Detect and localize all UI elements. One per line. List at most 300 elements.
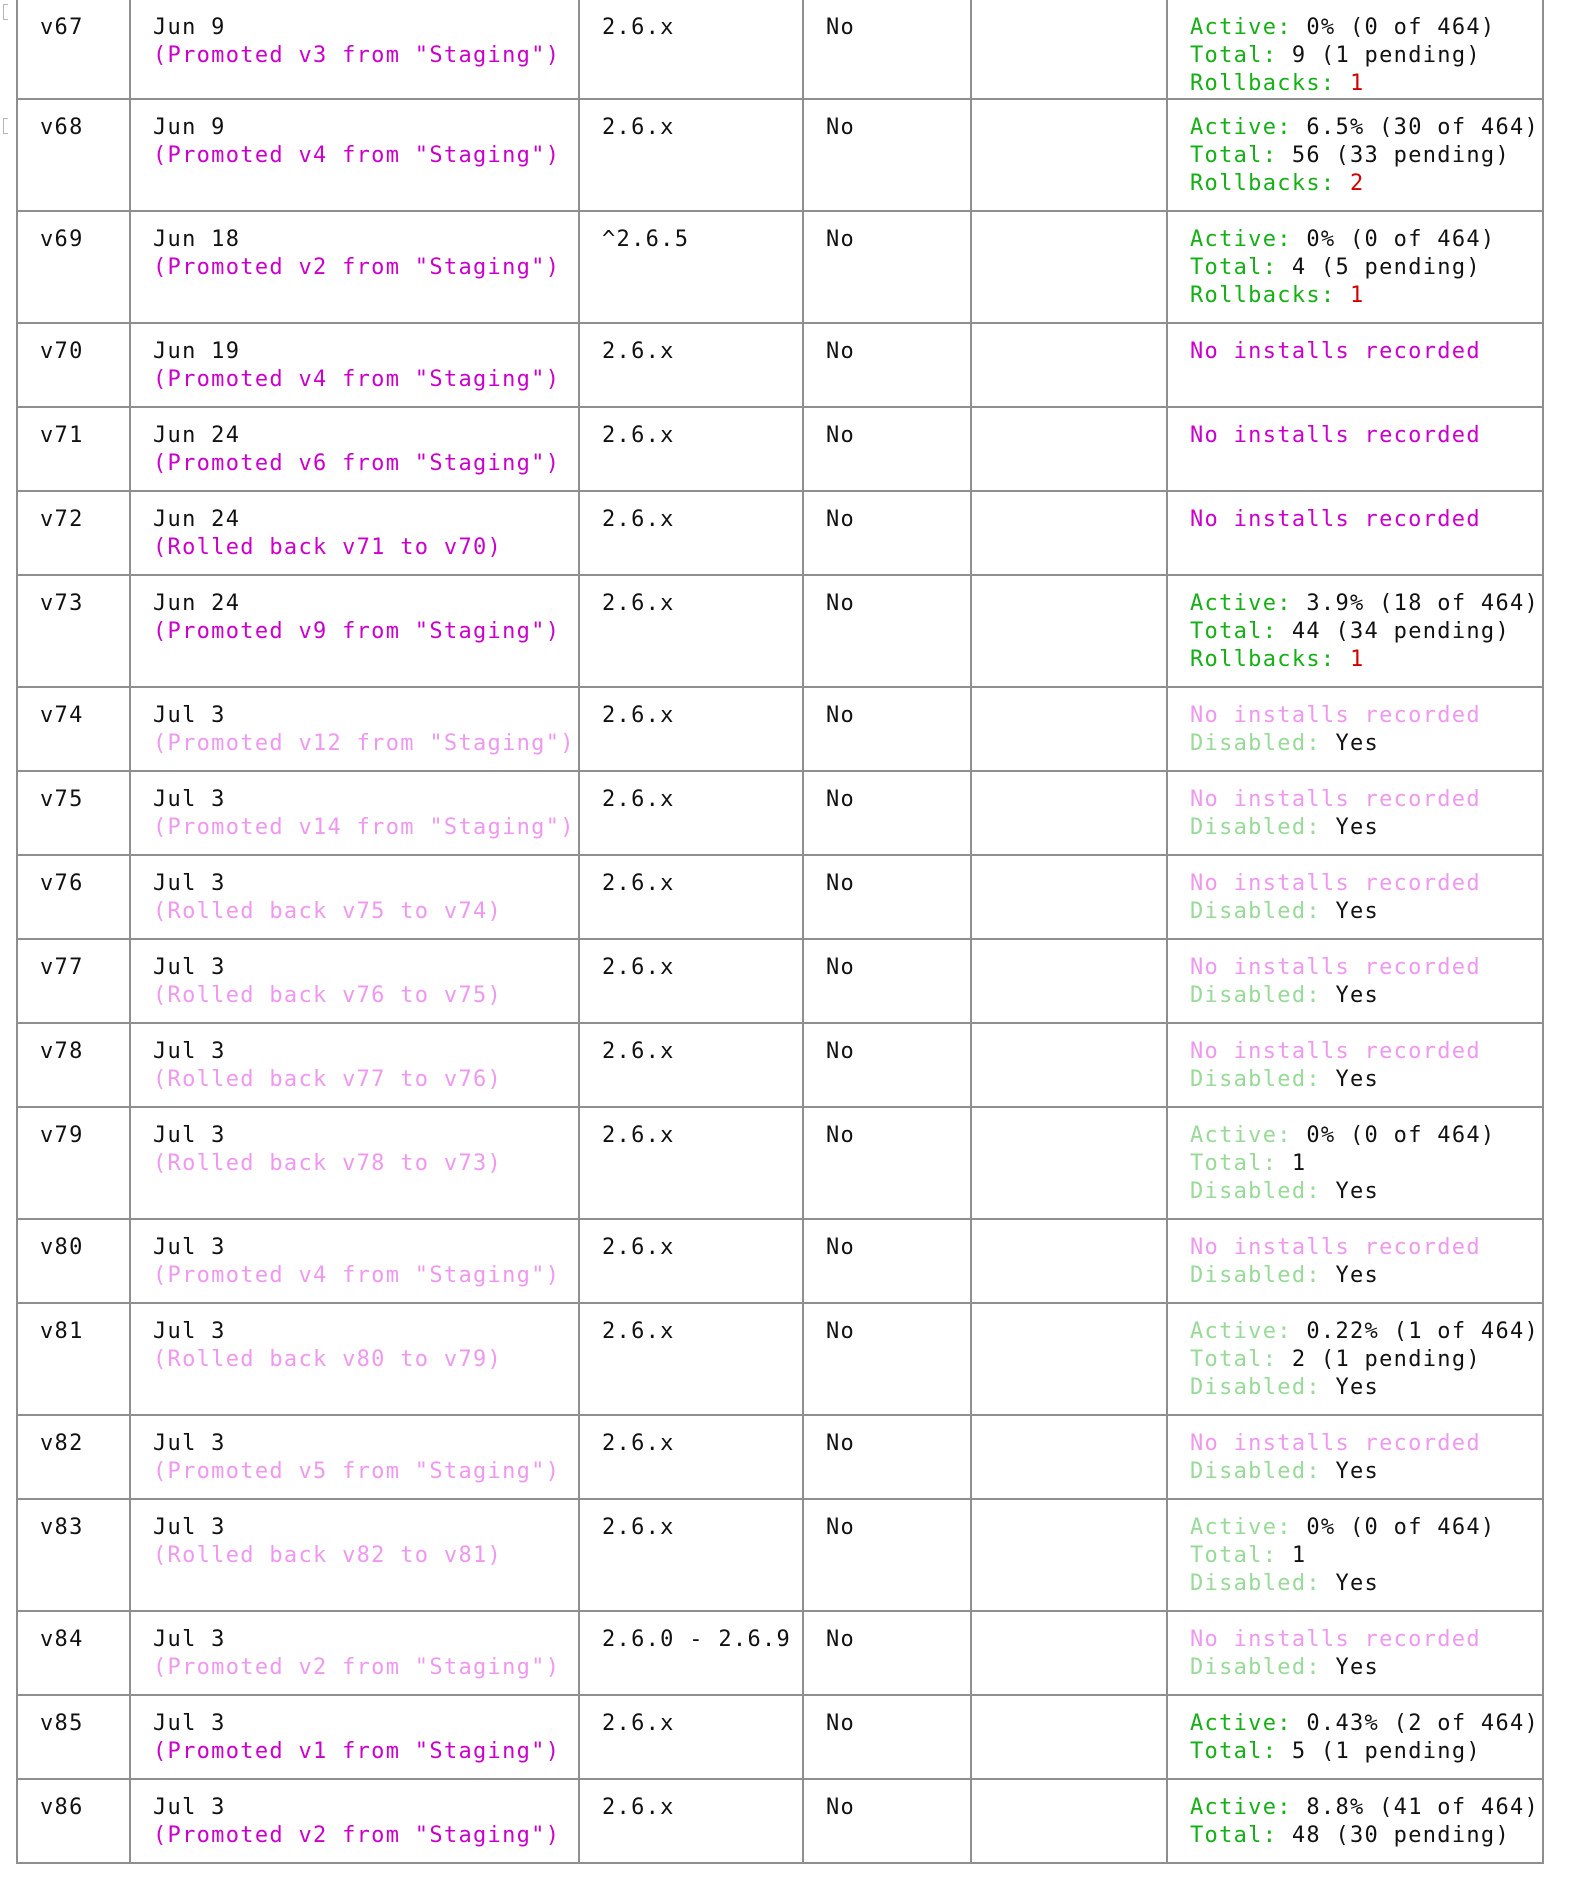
install-metrics-cell (1167, 855, 1543, 939)
description-cell (971, 407, 1167, 491)
metric-label: Disabled: (1190, 731, 1321, 756)
release-row-v69 (17, 211, 1543, 323)
mandatory-flag: No (826, 15, 856, 40)
label-cell (17, 575, 130, 687)
metric-label: Active: (1190, 15, 1292, 40)
label-cell (17, 1415, 130, 1499)
release-row-v76 (17, 855, 1543, 939)
install-metrics-line (1190, 254, 1522, 282)
release-label: v84 (40, 1627, 84, 1652)
metric-value: 5 (1 pending) (1291, 1739, 1481, 1764)
release-time-cell (130, 0, 579, 99)
install-metrics-line (1190, 1710, 1540, 1738)
cell-line (153, 1346, 558, 1374)
cell-line (153, 366, 561, 394)
metric-label: Total: (1190, 1823, 1278, 1848)
cell-line (153, 450, 561, 478)
cell-line (153, 590, 558, 618)
mandatory-flag: No (826, 1123, 856, 1148)
release-row-v80 (17, 1219, 1543, 1303)
release-date: Jul 3 (153, 1123, 226, 1148)
install-metrics-line (1190, 1822, 1522, 1850)
label-cell (17, 491, 130, 575)
install-metrics-text: No installs recorded (1190, 871, 1481, 896)
release-note: (Rolled back v71 to v70) (153, 535, 503, 560)
release-label: v71 (40, 423, 84, 448)
cell-line (153, 1542, 558, 1570)
cell-line (153, 1458, 561, 1486)
label-cell (17, 1303, 130, 1415)
metric-label: Total: (1190, 1151, 1278, 1176)
cell-line (153, 338, 558, 366)
mandatory-cell (803, 939, 971, 1023)
description-cell (971, 575, 1167, 687)
install-metrics-text: No installs recorded (1190, 1039, 1481, 1064)
install-metrics-cell (1167, 99, 1543, 211)
label-cell (17, 1779, 130, 1863)
target-binary-range: 2.6.x (602, 1431, 675, 1456)
release-label: v68 (40, 115, 84, 140)
install-metrics-line (1190, 1514, 1522, 1542)
mandatory-cell (803, 211, 971, 323)
cell-line (153, 870, 558, 898)
metric-value: 2 (1 pending) (1291, 1347, 1481, 1372)
metric-label: Active: (1190, 1795, 1292, 1820)
install-metrics-cell (1167, 687, 1543, 771)
cell-line (153, 254, 561, 282)
metric-value: Yes (1335, 983, 1380, 1008)
install-metrics-line (1190, 646, 1522, 674)
release-row-v70 (17, 323, 1543, 407)
release-label: v69 (40, 227, 84, 252)
release-note: (Rolled back v76 to v75) (153, 983, 503, 1008)
install-metrics-text: No installs recorded (1190, 339, 1481, 364)
release-date: Jun 19 (153, 339, 241, 364)
description-cell (971, 1107, 1167, 1219)
install-metrics-line (1190, 1038, 1522, 1066)
description-cell (971, 1611, 1167, 1695)
metric-value: 9 (1 pending) (1291, 43, 1481, 68)
install-metrics-cell (1167, 1107, 1543, 1219)
cell-line (153, 1654, 561, 1682)
install-metrics-cell (1167, 0, 1543, 99)
install-metrics-line (1190, 1542, 1522, 1570)
install-metrics-line (1190, 982, 1522, 1010)
mandatory-flag: No (826, 507, 856, 532)
release-label: v82 (40, 1431, 84, 1456)
install-metrics-line (1190, 1178, 1522, 1206)
cell-line (153, 1794, 558, 1822)
install-metrics-line (1190, 618, 1522, 646)
release-date: Jun 24 (153, 423, 241, 448)
release-date: Jul 3 (153, 1235, 226, 1260)
metric-label: Active: (1190, 1515, 1292, 1540)
install-metrics-text: No installs recorded (1190, 1431, 1481, 1456)
metric-label: Rollbacks: (1190, 283, 1336, 308)
release-time-cell (130, 1023, 579, 1107)
metric-value: 44 (34 pending) (1291, 619, 1511, 644)
label-cell (17, 1107, 130, 1219)
release-label: v79 (40, 1123, 84, 1148)
release-row-v71 (17, 407, 1543, 491)
release-date: Jul 3 (153, 1431, 226, 1456)
install-metrics-line (1190, 338, 1522, 366)
gutter-bracket-marker (3, 4, 8, 20)
release-row-v79 (17, 1107, 1543, 1219)
install-metrics-cell (1167, 771, 1543, 855)
cell-line (153, 42, 561, 70)
app-version-cell (579, 0, 803, 99)
release-label: v78 (40, 1039, 84, 1064)
mandatory-cell (803, 1415, 971, 1499)
metric-label: Total: (1190, 619, 1278, 644)
mandatory-flag: No (826, 423, 856, 448)
app-version-cell (579, 1219, 803, 1303)
cell-line (153, 898, 558, 926)
release-label: v74 (40, 703, 84, 728)
release-note: (Rolled back v78 to v73) (153, 1151, 503, 1176)
release-note: (Promoted v2 from "Staging") (153, 255, 561, 280)
install-metrics-line (1190, 954, 1522, 982)
metric-label: Active: (1190, 227, 1292, 252)
metric-label: Total: (1190, 43, 1278, 68)
mandatory-cell (803, 1499, 971, 1611)
release-note: (Rolled back v82 to v81) (153, 1543, 503, 1568)
cell-line (153, 814, 575, 842)
metric-label: Total: (1190, 143, 1278, 168)
mandatory-flag: No (826, 227, 856, 252)
release-label: v76 (40, 871, 84, 896)
install-metrics-line (1190, 1234, 1522, 1262)
description-cell (971, 687, 1167, 771)
metric-label: Disabled: (1190, 899, 1321, 924)
release-time-cell (130, 687, 579, 771)
install-metrics-cell (1167, 323, 1543, 407)
target-binary-range: 2.6.x (602, 423, 675, 448)
description-cell (971, 1303, 1167, 1415)
mandatory-flag: No (826, 1795, 856, 1820)
cell-line (153, 534, 558, 562)
release-note: (Promoted v12 from "Staging") (153, 731, 575, 756)
target-binary-range: 2.6.x (602, 1515, 675, 1540)
release-label: v81 (40, 1319, 84, 1344)
app-version-cell (579, 687, 803, 771)
install-metrics-line (1190, 1318, 1540, 1346)
install-metrics-cell (1167, 1779, 1543, 1863)
release-note: (Promoted v4 from "Staging") (153, 367, 561, 392)
cell-line (153, 1626, 558, 1654)
mandatory-cell (803, 407, 971, 491)
release-note: (Promoted v4 from "Staging") (153, 143, 561, 168)
install-metrics-line (1190, 590, 1540, 618)
metric-value: Yes (1335, 815, 1380, 840)
app-version-cell (579, 771, 803, 855)
metric-value: 0.43% (2 of 464) (1306, 1711, 1540, 1736)
app-version-cell (579, 1303, 803, 1415)
target-binary-range: ^2.6.5 (602, 227, 690, 252)
release-time-cell (130, 1499, 579, 1611)
release-time-cell (130, 1779, 579, 1863)
cell-line (153, 1430, 558, 1458)
install-metrics-line (1190, 1458, 1522, 1486)
install-metrics-cell (1167, 1023, 1543, 1107)
release-date: Jun 18 (153, 227, 241, 252)
mandatory-flag: No (826, 1431, 856, 1456)
metric-label: Total: (1190, 1739, 1278, 1764)
cell-line (153, 1710, 558, 1738)
cell-line (153, 506, 558, 534)
install-metrics-cell (1167, 1303, 1543, 1415)
install-metrics-line (1190, 1626, 1522, 1654)
app-version-cell (579, 1415, 803, 1499)
cell-line (153, 1038, 558, 1066)
install-metrics-text: No installs recorded (1190, 423, 1481, 448)
release-note: (Promoted v2 from "Staging") (153, 1823, 561, 1848)
install-metrics-line (1190, 506, 1522, 534)
install-metrics-line (1190, 42, 1522, 70)
mandatory-flag: No (826, 591, 856, 616)
description-cell (971, 0, 1167, 99)
install-metrics-line (1190, 1738, 1522, 1766)
cell-line (153, 1822, 561, 1850)
install-metrics-text: No installs recorded (1190, 787, 1481, 812)
metric-label: Active: (1190, 115, 1292, 140)
install-metrics-line (1190, 870, 1522, 898)
label-cell (17, 99, 130, 211)
metric-value: 0% (0 of 464) (1306, 1123, 1496, 1148)
metric-value: 1 (1350, 71, 1365, 96)
release-label: v70 (40, 339, 84, 364)
release-date: Jul 3 (153, 787, 226, 812)
metric-value: 3.9% (18 of 464) (1306, 591, 1540, 616)
app-version-cell (579, 407, 803, 491)
release-time-cell (130, 491, 579, 575)
install-metrics-text: No installs recorded (1190, 1235, 1481, 1260)
install-metrics-line (1190, 282, 1522, 310)
release-note: (Promoted v4 from "Staging") (153, 1263, 561, 1288)
app-version-cell (579, 1107, 803, 1219)
release-label: v73 (40, 591, 84, 616)
description-cell (971, 99, 1167, 211)
description-cell (971, 771, 1167, 855)
release-date: Jul 3 (153, 1039, 226, 1064)
description-cell (971, 1695, 1167, 1779)
cell-line (153, 730, 575, 758)
release-row-v81 (17, 1303, 1543, 1415)
release-note: (Promoted v14 from "Staging") (153, 815, 575, 840)
release-time-cell (130, 855, 579, 939)
metric-value: Yes (1335, 1263, 1380, 1288)
label-cell (17, 1219, 130, 1303)
mandatory-flag: No (826, 787, 856, 812)
app-version-cell (579, 575, 803, 687)
metric-value: 1 (1291, 1543, 1307, 1568)
install-metrics-line (1190, 114, 1540, 142)
app-version-cell (579, 99, 803, 211)
release-time-cell (130, 99, 579, 211)
install-metrics-line (1190, 702, 1522, 730)
mandatory-cell (803, 323, 971, 407)
install-metrics-line (1190, 1122, 1522, 1150)
description-cell (971, 1219, 1167, 1303)
metric-value: 1 (1291, 1151, 1307, 1176)
description-cell (971, 1499, 1167, 1611)
app-version-cell (579, 939, 803, 1023)
target-binary-range: 2.6.x (602, 1235, 675, 1260)
metric-value: 0% (0 of 464) (1306, 1515, 1496, 1540)
release-row-v77 (17, 939, 1543, 1023)
target-binary-range: 2.6.x (602, 1711, 675, 1736)
label-cell (17, 211, 130, 323)
release-date: Jul 3 (153, 1319, 226, 1344)
target-binary-range: 2.6.x (602, 703, 675, 728)
mandatory-flag: No (826, 339, 856, 364)
metric-label: Disabled: (1190, 983, 1321, 1008)
metric-label: Disabled: (1190, 815, 1321, 840)
release-label: v83 (40, 1515, 84, 1540)
cell-line (153, 1234, 558, 1262)
metric-label: Rollbacks: (1190, 171, 1336, 196)
target-binary-range: 2.6.x (602, 787, 675, 812)
description-cell (971, 939, 1167, 1023)
release-note: (Promoted v6 from "Staging") (153, 451, 561, 476)
metric-value: 0% (0 of 464) (1306, 15, 1496, 40)
mandatory-cell (803, 1695, 971, 1779)
release-time-cell (130, 1695, 579, 1779)
cell-line (153, 1262, 561, 1290)
label-cell (17, 687, 130, 771)
release-time-cell (130, 211, 579, 323)
app-version-cell (579, 1499, 803, 1611)
release-time-cell (130, 1415, 579, 1499)
install-metrics-line (1190, 1654, 1522, 1682)
app-version-cell (579, 211, 803, 323)
metric-value: Yes (1335, 731, 1380, 756)
description-cell (971, 1779, 1167, 1863)
label-cell (17, 771, 130, 855)
metric-label: Disabled: (1190, 1655, 1321, 1680)
release-time-cell (130, 1107, 579, 1219)
mandatory-flag: No (826, 1039, 856, 1064)
release-time-cell (130, 939, 579, 1023)
release-note: (Rolled back v77 to v76) (153, 1067, 503, 1092)
mandatory-cell (803, 855, 971, 939)
metric-value: 0.22% (1 of 464) (1306, 1319, 1540, 1344)
mandatory-flag: No (826, 115, 856, 140)
metric-label: Disabled: (1190, 1263, 1321, 1288)
metric-label: Total: (1190, 1347, 1278, 1372)
description-cell (971, 211, 1167, 323)
mandatory-flag: No (826, 1711, 856, 1736)
app-version-cell (579, 855, 803, 939)
metric-label: Total: (1190, 255, 1278, 280)
release-date: Jul 3 (153, 1711, 226, 1736)
target-binary-range: 2.6.x (602, 1039, 675, 1064)
target-binary-range: 2.6.x (602, 507, 675, 532)
mandatory-cell (803, 491, 971, 575)
release-date: Jun 24 (153, 591, 241, 616)
app-version-cell (579, 491, 803, 575)
mandatory-flag: No (826, 1627, 856, 1652)
metric-value: Yes (1335, 1067, 1380, 1092)
install-metrics-line (1190, 14, 1522, 42)
target-binary-range: 2.6.x (602, 871, 675, 896)
release-note: (Promoted v5 from "Staging") (153, 1459, 561, 1484)
install-metrics-cell (1167, 1415, 1543, 1499)
install-metrics-text: No installs recorded (1190, 955, 1481, 980)
cell-line (153, 786, 558, 814)
release-date: Jul 3 (153, 1515, 226, 1540)
install-metrics-text: No installs recorded (1190, 507, 1481, 532)
metric-label: Disabled: (1190, 1067, 1321, 1092)
description-cell (971, 323, 1167, 407)
mandatory-cell (803, 99, 971, 211)
label-cell (17, 323, 130, 407)
app-version-cell (579, 323, 803, 407)
release-label: v77 (40, 955, 84, 980)
mandatory-cell (803, 1779, 971, 1863)
install-metrics-line (1190, 170, 1522, 198)
release-label: v67 (40, 15, 84, 40)
cell-line (153, 14, 558, 42)
cell-line (153, 702, 558, 730)
release-time-cell (130, 1303, 579, 1415)
install-metrics-line (1190, 898, 1522, 926)
cell-line (153, 954, 558, 982)
metric-label: Active: (1190, 1123, 1292, 1148)
install-metrics-cell (1167, 1499, 1543, 1611)
install-metrics-cell (1167, 1611, 1543, 1695)
cell-line (153, 142, 561, 170)
cell-line (153, 618, 561, 646)
install-metrics-cell (1167, 491, 1543, 575)
install-metrics-cell (1167, 211, 1543, 323)
label-cell (17, 1611, 130, 1695)
label-cell (17, 1695, 130, 1779)
release-time-cell (130, 1219, 579, 1303)
release-row-v67 (17, 0, 1543, 99)
metric-value: 4 (5 pending) (1291, 255, 1481, 280)
description-cell (971, 1023, 1167, 1107)
release-date: Jun 24 (153, 507, 241, 532)
mandatory-flag: No (826, 955, 856, 980)
deployment-history-table (16, 0, 1544, 1864)
description-cell (971, 491, 1167, 575)
install-metrics-line (1190, 422, 1522, 450)
release-date: Jul 3 (153, 703, 226, 728)
release-row-v85 (17, 1695, 1543, 1779)
release-row-v82 (17, 1415, 1543, 1499)
metric-value: Yes (1335, 1571, 1380, 1596)
mandatory-flag: No (826, 1319, 856, 1344)
release-date: Jul 3 (153, 1795, 226, 1820)
release-time-cell (130, 771, 579, 855)
metric-label: Disabled: (1190, 1571, 1321, 1596)
release-row-v74 (17, 687, 1543, 771)
target-binary-range: 2.6.x (602, 1795, 675, 1820)
install-metrics-cell (1167, 575, 1543, 687)
release-label: v75 (40, 787, 84, 812)
release-note: (Promoted v3 from "Staging") (153, 43, 561, 68)
target-binary-range: 2.6.x (602, 339, 675, 364)
app-version-cell (579, 1779, 803, 1863)
install-metrics-cell (1167, 939, 1543, 1023)
mandatory-flag: No (826, 703, 856, 728)
metric-value: Yes (1335, 1375, 1380, 1400)
metric-label: Active: (1190, 591, 1292, 616)
release-note: (Rolled back v80 to v79) (153, 1347, 503, 1372)
metric-value: Yes (1335, 1179, 1380, 1204)
